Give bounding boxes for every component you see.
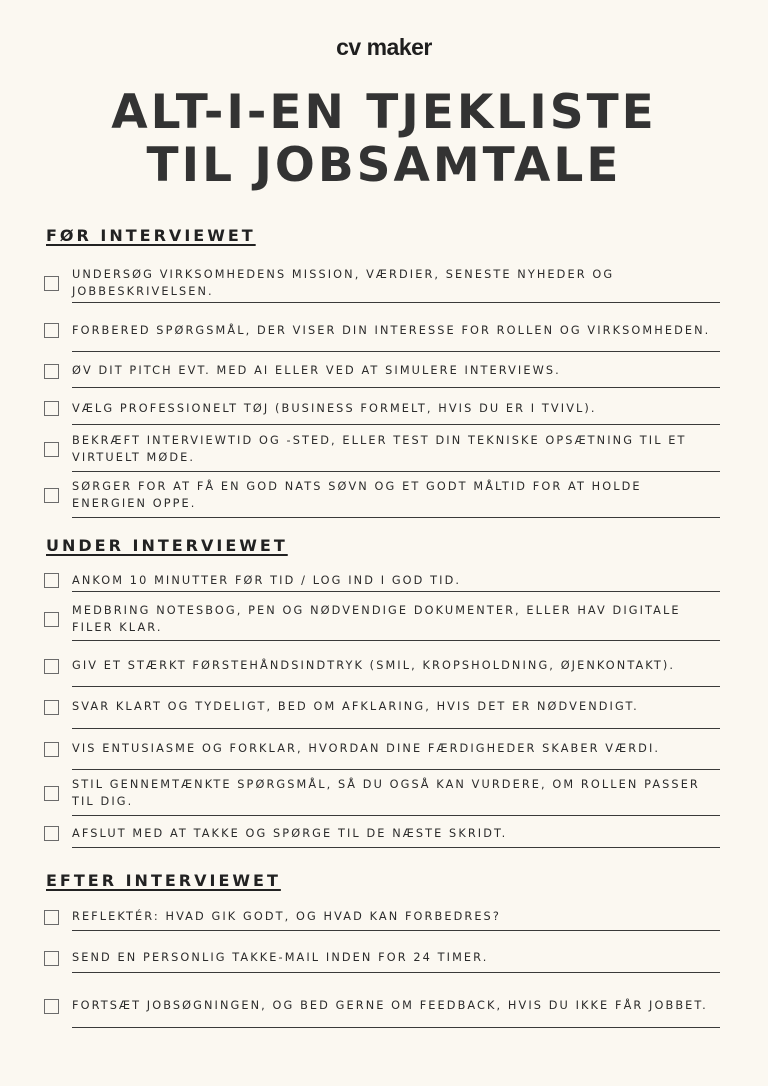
item-line	[72, 570, 720, 592]
checkbox[interactable]	[44, 488, 59, 503]
item-line	[72, 729, 720, 770]
checkbox[interactable]	[44, 659, 59, 674]
checklist-item	[44, 428, 720, 471]
item-text: ANKOM 10 MINUTTER FØR TID / LOG IND I GOD TID.	[72, 573, 462, 587]
item-text: UNDERSØG VIRKSOMHEDENS MISSION, VÆRDIER, SENESTE NYHEDER OG JOBBESKRIVELSEN.	[72, 267, 615, 298]
item-text: STIL GENNEMTÆNKTE SPØRGSMÅL, SÅ DU OGSÅ KAN VURDERE, OM ROLLEN PASSER TIL DIG.	[72, 778, 700, 808]
item-text: GIV ET STÆRKT FØRSTEHÅNDSINDTRYK (SMIL, KROPSHOLDNING, ØJENKONTAKT).	[72, 659, 676, 672]
checklist-item	[44, 729, 720, 769]
checkbox[interactable]	[44, 700, 59, 715]
item-text: VÆLG PROFESSIONELT TØJ (BUSINESS FORMELT, HVIS DU ER I TVIVL).	[72, 401, 597, 415]
item-line	[72, 310, 720, 352]
checklist-item	[44, 944, 720, 972]
item-line	[72, 428, 720, 472]
checkbox[interactable]	[44, 742, 59, 757]
title-line-1: ALT-I-EN TJEKLISTE	[111, 85, 657, 140]
item-text: ØV DIT PITCH EVT. MED AI ELLER VED AT SIMULERE INTERVIEWS.	[72, 364, 561, 377]
checkbox[interactable]	[44, 401, 59, 416]
checklist-item	[44, 264, 720, 302]
checklist-item	[44, 772, 720, 815]
item-line	[72, 985, 720, 1028]
item-line	[72, 393, 720, 425]
item-text: FORTSÆT JOBSØGNINGEN, OG BED GERNE OM FEEDBACK, HVIS DU IKKE FÅR JOBBET.	[72, 999, 708, 1012]
checkbox[interactable]	[44, 910, 59, 925]
item-text: VIS ENTUSIASME OG FORKLAR, HVORDAN DINE FÆRDIGHEDER SKABER VÆRDI.	[72, 742, 661, 755]
checklist-item	[44, 355, 720, 387]
page-title	[0, 86, 768, 192]
checklist-item	[44, 646, 720, 686]
item-line	[72, 598, 720, 641]
cv-maker-logo: cv maker	[336, 34, 432, 60]
checklist-item	[44, 598, 720, 640]
item-text: SØRGER FOR AT FÅ EN GOD NATS SØVN OG ET GODT MÅLTID FOR AT HOLDE ENERGIEN OPPE.	[72, 479, 642, 510]
checklist-item	[44, 310, 720, 351]
item-line	[72, 820, 720, 848]
checkbox[interactable]	[44, 999, 59, 1014]
checkbox[interactable]	[44, 573, 59, 588]
item-line	[72, 944, 720, 973]
checkbox[interactable]	[44, 612, 59, 627]
item-text: SVAR KLART OG TYDELIGT, BED OM AFKLARING, HVIS DET ER NØDVENDIGT.	[72, 700, 639, 713]
checklist-item	[44, 904, 720, 930]
item-text: AFSLUT MED AT TAKKE OG SPØRGE TIL DE NÆSTE SKRIDT.	[72, 826, 508, 840]
checkbox[interactable]	[44, 826, 59, 841]
item-text: MEDBRING NOTESBOG, PEN OG NØDVENDIGE DOKUMENTER, ELLER HAV DIGITALE FILER KLAR.	[72, 603, 681, 634]
checklist-item	[44, 686, 720, 728]
item-line	[72, 264, 720, 303]
item-text: REFLEKTÉR: HVAD GIK GODT, OG HVAD KAN FORBEDRES?	[72, 910, 501, 923]
checkbox[interactable]	[44, 364, 59, 379]
section-heading-after: EFTER INTERVIEWET	[46, 871, 281, 890]
item-line	[72, 473, 720, 518]
checklist-item	[44, 473, 720, 517]
checkbox[interactable]	[44, 442, 59, 457]
checkbox[interactable]	[44, 276, 59, 291]
item-line	[72, 772, 720, 816]
checklist-item	[44, 820, 720, 847]
item-line	[72, 904, 720, 931]
title-line-2: TIL JOBSAMTALE	[146, 138, 622, 193]
item-text: BEKRÆFT INTERVIEWTID OG -STED, ELLER TEST DIN TEKNISKE OPSÆTNING TIL ET VIRTUELT MØDE.	[72, 434, 687, 464]
section-heading-before: FØR INTERVIEWET	[46, 226, 256, 245]
section-heading-during: UNDER INTERVIEWET	[46, 536, 288, 555]
item-text: FORBERED SPØRGSMÅL, DER VISER DIN INTERESSE FOR ROLLEN OG VIRKSOMHEDEN.	[72, 323, 711, 337]
checkbox[interactable]	[44, 323, 59, 338]
checkbox[interactable]	[44, 786, 59, 801]
checkbox[interactable]	[44, 951, 59, 966]
checklist-item	[44, 985, 720, 1027]
checklist-item	[44, 393, 720, 424]
item-line	[72, 355, 720, 388]
item-text: SEND EN PERSONLIG TAKKE-MAIL INDEN FOR 24 TIMER.	[72, 951, 489, 964]
checklist-item	[44, 570, 720, 591]
item-line	[72, 686, 720, 729]
item-line	[72, 646, 720, 687]
